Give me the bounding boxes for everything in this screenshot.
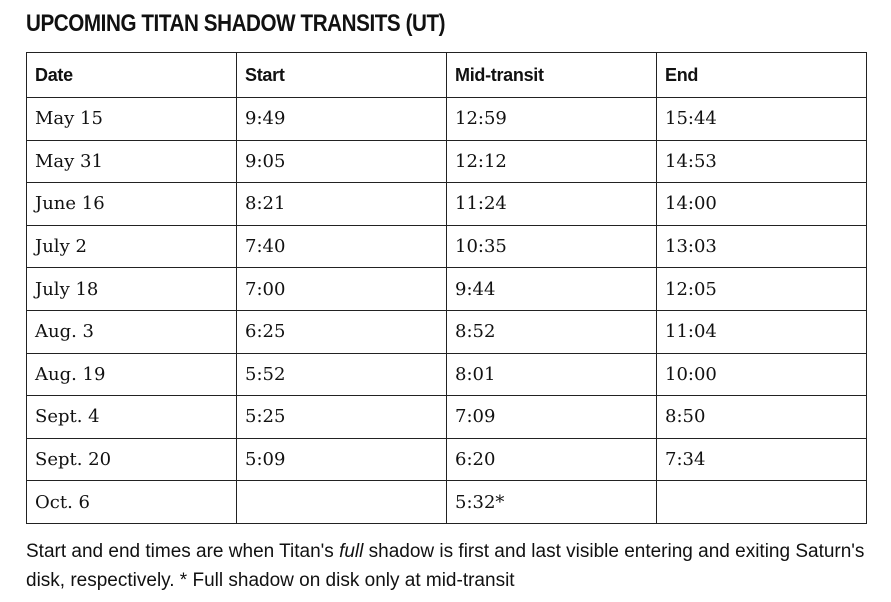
cell-mid-transit: 10:35 (447, 225, 657, 268)
header-start: Start (237, 53, 447, 98)
cell-date: Aug. 19 (27, 353, 237, 396)
cell-date: May 15 (27, 98, 237, 141)
table-title: UPCOMING TITAN SHADOW TRANSITS (UT) (26, 10, 446, 37)
cell-start: 7:40 (237, 225, 447, 268)
cell-date: Sept. 20 (27, 438, 237, 481)
table-row (27, 268, 867, 311)
header-row (27, 53, 867, 98)
table-row (27, 438, 867, 481)
cell-date: July 2 (27, 225, 237, 268)
cell-date: July 18 (27, 268, 237, 311)
cell-start: 5:52 (237, 353, 447, 396)
cell-mid-transit: 5:32* (447, 481, 657, 524)
cell-start: 9:49 (237, 98, 447, 141)
caption-text-after: shadow is first and last visible entering and exiting Saturn's disk, respectively. * Full shadow on disk only at mid-transit (26, 541, 865, 591)
cell-end: 13:03 (657, 225, 867, 268)
table-row (27, 98, 867, 141)
cell-start: 5:09 (237, 438, 447, 481)
cell-end: 8:50 (657, 396, 867, 439)
cell-start (237, 481, 447, 524)
cell-mid-transit: 12:59 (447, 98, 657, 141)
header-mid-transit: Mid-transit (447, 53, 657, 98)
cell-start: 6:25 (237, 310, 447, 353)
cell-end: 14:00 (657, 183, 867, 226)
cell-mid-transit: 9:44 (447, 268, 657, 311)
caption-emphasis: full (339, 541, 364, 562)
cell-mid-transit: 12:12 (447, 140, 657, 183)
cell-start: 8:21 (237, 183, 447, 226)
cell-mid-transit: 11:24 (447, 183, 657, 226)
table-row (27, 310, 867, 353)
cell-end: 10:00 (657, 353, 867, 396)
cell-mid-transit: 8:01 (447, 353, 657, 396)
table-row (27, 353, 867, 396)
table-row (27, 481, 867, 524)
cell-mid-transit: 7:09 (447, 396, 657, 439)
cell-end: 14:53 (657, 140, 867, 183)
cell-date: Aug. 3 (27, 310, 237, 353)
header-date: Date (27, 53, 237, 98)
cell-start: 7:00 (237, 268, 447, 311)
table-caption (26, 537, 876, 595)
cell-date: Sept. 4 (27, 396, 237, 439)
cell-end: 11:04 (657, 310, 867, 353)
cell-date: May 31 (27, 140, 237, 183)
cell-end: 15:44 (657, 98, 867, 141)
cell-end (657, 481, 867, 524)
cell-start: 9:05 (237, 140, 447, 183)
table-row (27, 183, 867, 226)
cell-start: 5:25 (237, 396, 447, 439)
table-row (27, 140, 867, 183)
header-end: End (657, 53, 867, 98)
table-row (27, 396, 867, 439)
cell-mid-transit: 6:20 (447, 438, 657, 481)
cell-date: June 16 (27, 183, 237, 226)
transit-table (26, 52, 867, 524)
cell-end: 7:34 (657, 438, 867, 481)
cell-mid-transit: 8:52 (447, 310, 657, 353)
cell-date: Oct. 6 (27, 481, 237, 524)
table-row (27, 225, 867, 268)
caption-text-before: Start and end times are when Titan's (26, 541, 340, 562)
cell-end: 12:05 (657, 268, 867, 311)
